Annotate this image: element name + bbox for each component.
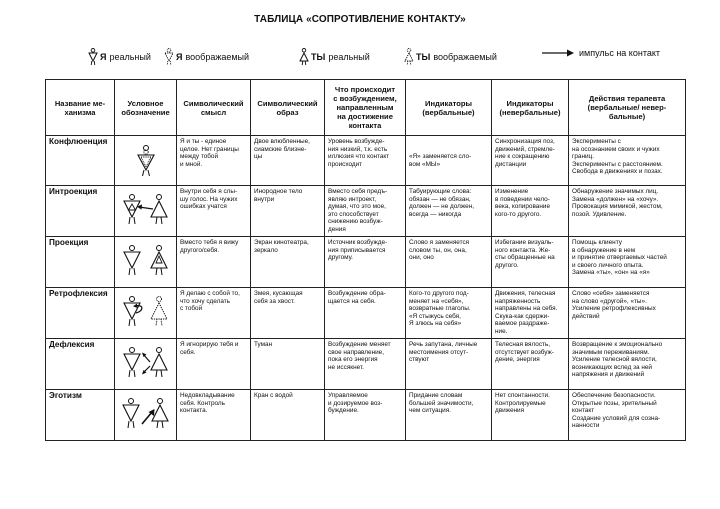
symbol-cell (115, 136, 177, 186)
therapist-cell: Эксперименты с на осознанием своих и чужих границ. Эксперименты с расстоянием. Свобода в движениях и позах. (569, 136, 686, 186)
meaning-cell: Вместо тебя я вижу другого/себя. (177, 237, 251, 288)
header-image: Символический образ (251, 80, 325, 136)
mechanism-name: Дефлексия (46, 339, 115, 390)
projection-symbol-icon (122, 243, 170, 281)
legend-self-real (88, 48, 151, 66)
mechanism-name: Ретрофлексия (46, 288, 115, 339)
verbal-cell: «Я» заменяется сло- вом «МЫ» (406, 136, 492, 186)
therapist-cell: Помощь клиенту в обнаружение в нем и принятие отвергаемых частей и своего личного опыта. Замена «ты», «он» на «я» (569, 237, 686, 288)
legend-you-imaginary (404, 48, 497, 66)
header-verbal: Индикаторы (вербальные) (406, 80, 492, 136)
arrow-right-icon (541, 48, 575, 58)
mechanism-name: Интроекция (46, 186, 115, 237)
legend-self-real-bold: Я (100, 52, 107, 62)
image-cell: Двое влюбленные, сиамские близне- цы (251, 136, 325, 186)
header-meaning: Символический смысл (177, 80, 251, 136)
verbal-cell: Придание словам большей значимости, чем ситуация. (406, 390, 492, 441)
legend-you-real-label: реальный (328, 52, 370, 62)
mechanism-name: Эготизм (46, 390, 115, 441)
retroflection-symbol-icon (122, 294, 170, 332)
legend-you-real-bold: ТЫ (311, 52, 326, 62)
legend-self-imaginary-label: воображаемый (185, 52, 250, 62)
image-cell: Туман (251, 339, 325, 390)
symbol-cell (115, 186, 177, 237)
legend-you-imaginary-bold: ТЫ (416, 52, 431, 62)
excitement-cell: Возбуждение обра- щается на себя. (325, 288, 406, 339)
dotted-triangle-figure-icon (404, 48, 414, 66)
image-cell: Змея, кусающая себя за хвост. (251, 288, 325, 339)
table-row (46, 288, 686, 339)
table-row (46, 136, 686, 186)
inverted-triangle-figure-icon (88, 48, 98, 66)
confluence-symbol-icon (133, 144, 159, 178)
nonverbal-cell: Нет спонтанности. Контролируемые движения (492, 390, 569, 441)
mechanism-name: Проекция (46, 237, 115, 288)
symbol-cell (115, 339, 177, 390)
header-nonverbal: Индикаторы (невербальные) (492, 80, 569, 136)
symbol-cell (115, 390, 177, 441)
page-title: ТАБЛИЦА «СОПРОТИВЛЕНИЕ КОНТАКТУ» (254, 14, 466, 25)
legend-self-imaginary-bold: Я (176, 52, 183, 62)
image-cell: Инородное тело внутри (251, 186, 325, 237)
symbol-cell (115, 237, 177, 288)
meaning-cell: Я и ты - единое целое. Нет границы между тобой и мной. (177, 136, 251, 186)
egotism-symbol-icon (122, 396, 170, 434)
excitement-cell: Управляемое и дозируемое воз- буждение. (325, 390, 406, 441)
header-therapist: Действия терапевта (вербальные/ невер- бальные) (569, 80, 686, 136)
legend (88, 48, 688, 68)
therapist-cell: Обнаружение значимых лиц. Замена «должен» на «хочу». Провокация мимикой, жестом, позой. Удивление. (569, 186, 686, 237)
header-mechanism: Название ме- ханизма (46, 80, 115, 136)
image-cell: Кран с водой (251, 390, 325, 441)
therapist-cell: Возвращение к эмоционально значимым переживаниям. Усиление телесной вялости, возникающих вслед за ней напряжения и движений (569, 339, 686, 390)
table-header-row (46, 80, 686, 136)
legend-impulse (541, 48, 660, 58)
therapist-cell: Обеспечение безопасности. Открытые позы, зрительный контакт Создание условий для созна- нанности (569, 390, 686, 441)
meaning-cell: Внутри себя я слы- шу голос. На чужих ошибках учатся (177, 186, 251, 237)
nonverbal-cell: Телесная вялость, отсутствует возбуж- дение, энергия (492, 339, 569, 390)
nonverbal-cell: Изменение в поведении чело- века, копирование кого-то другого. (492, 186, 569, 237)
excitement-cell: Уровень возбужде- ния низкий, т.к. есть иллюзия что контакт происходит (325, 136, 406, 186)
meaning-cell: Я делаю с собой то, что хочу сделать с тобой (177, 288, 251, 339)
meaning-cell: Недовкладывание себя. Контроль контакта. (177, 390, 251, 441)
nonverbal-cell: Избегание визуаль- ного контакта. Же- сты обращенные на другого. (492, 237, 569, 288)
verbal-cell: Кого-то другого под- меняет на «себя», возвратные глаголы. «Я стыжусь себя, Я злюсь на себя» (406, 288, 492, 339)
mechanism-name: Конфлюенция (46, 136, 115, 186)
legend-self-imaginary (164, 48, 249, 66)
dotted-inverted-triangle-figure-icon (164, 48, 174, 66)
legend-you-imaginary-label: воображаемый (433, 52, 497, 62)
table-row (46, 339, 686, 390)
nonverbal-cell: Движения, телесная напряженность направлены на себя. Скука-как сдержи- ваемое раздраже- ние. (492, 288, 569, 339)
verbal-cell: Речь запутана, личные местоимения отсут- ствуют (406, 339, 492, 390)
header-symbol: Условное обозначение (115, 80, 177, 136)
introjection-symbol-icon (122, 192, 170, 230)
excitement-cell: Источник возбужде- ния приписывается другому. (325, 237, 406, 288)
resistance-table (45, 79, 686, 441)
header-excitement: Что происходит с возбуждением, направленным на достижение контакта (325, 80, 406, 136)
nonverbal-cell: Синхронизация поз, движений, стремле- ние к сокращению дистанции (492, 136, 569, 186)
table-row (46, 186, 686, 237)
triangle-figure-icon (299, 48, 309, 66)
table-row (46, 390, 686, 441)
table-row (46, 237, 686, 288)
deflection-symbol-icon (122, 345, 170, 383)
excitement-cell: Возбуждение меняет свое направление, пока его энергия не иссякнет. (325, 339, 406, 390)
image-cell: Экран кинотеатра, зеркало (251, 237, 325, 288)
excitement-cell: Вместо себя предъ- являю интроект, думая, что это мое, это способствует снижению возбуж- дения (325, 186, 406, 237)
legend-impulse-label: импульс на контакт (579, 48, 661, 58)
legend-you-real (299, 48, 370, 66)
meaning-cell: Я игнорирую тебя и себя. (177, 339, 251, 390)
verbal-cell: Табуирующие слова: обязан — не обязан, должен — не должен, всегда — никогда (406, 186, 492, 237)
legend-self-real-label: реальный (109, 52, 151, 62)
verbal-cell: Слово я заменяется словом ты, он, она, они, оно (406, 237, 492, 288)
symbol-cell (115, 288, 177, 339)
therapist-cell: Слово «себя» заменяется на слово «другой», «ты». Усиление ретрофлексивных действий (569, 288, 686, 339)
